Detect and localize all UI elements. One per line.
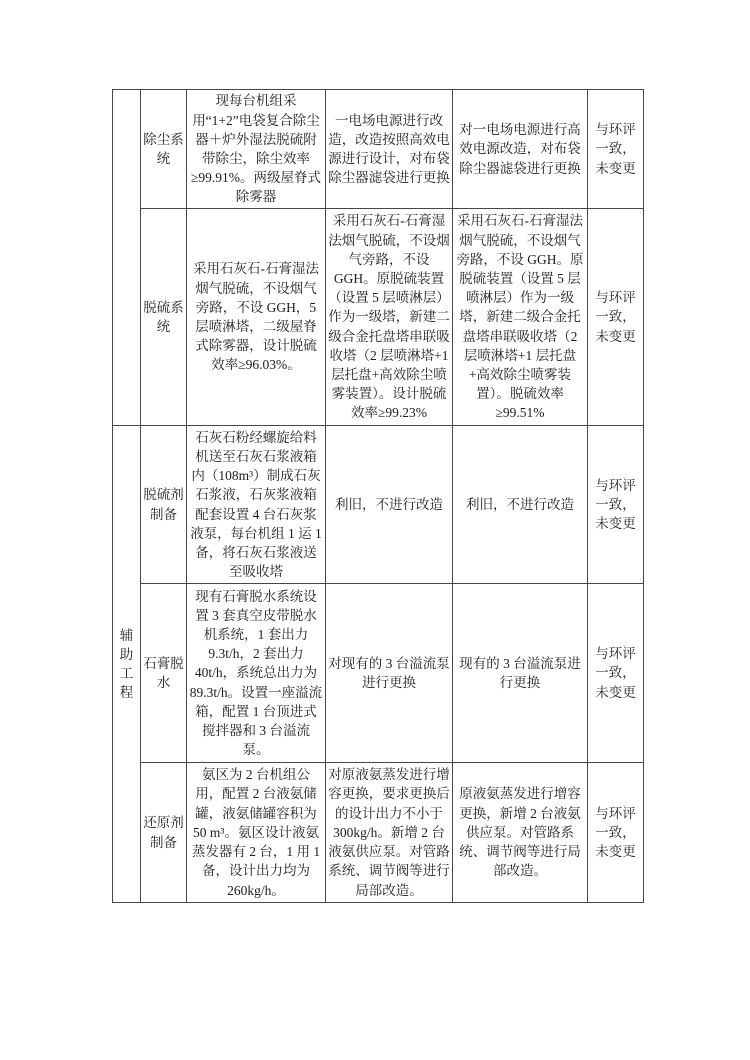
actual-construction-cell: 利旧，不进行改造	[453, 426, 588, 584]
table-row-desulfurization	[113, 209, 644, 426]
planned-change-cell: 采用石灰石-石膏湿法烟气脱硫，不设烟气旁路，不设 GGH。原脱硫装置（设置 5 层喷淋层）作为一级塔，新建二级合金托盘塔串联吸收塔（2 层喷淋塔+1 层托盘+高效除尘喷雾装置）。设计脱硫效率≥99.23%	[326, 209, 453, 426]
status-cell: 与环评一致，未变更	[588, 209, 644, 426]
actual-construction-cell: 现有的 3 台溢流泵进行更换	[453, 584, 588, 763]
original-design-cell: 现每台机组采用“1+2”电袋复合除尘器＋炉外湿法脱硫附带除尘，除尘效率≥99.91%。两级屋脊式除雾器	[187, 90, 326, 209]
planned-change-cell: 利旧，不进行改造	[326, 426, 453, 584]
original-design-cell: 氨区为 2 台机组公用，配置 2 台液氨储罐，液氨储罐容积为 50 m³。氨区设计液氨蒸发器有 2 台，1 用 1 备，设计出力均为 260kg/h。	[187, 763, 326, 903]
system-name-cell: 脱硫剂制备	[141, 426, 187, 584]
table-row-absorbent-preparation	[113, 426, 644, 584]
table-row-reductant-preparation	[113, 763, 644, 903]
facility-comparison-table	[112, 89, 644, 903]
original-design-cell: 采用石灰石-石膏湿法烟气脱硫，不设烟气旁路，不设 GGH，5 层喷淋塔，二级屋脊式除雾器，设计脱硫效率≥96.03%。	[187, 209, 326, 426]
status-cell: 与环评一致，未变更	[588, 426, 644, 584]
original-design-cell: 石灰石粉经螺旋给料机送至石灰石浆液箱内（108m³）制成石灰石浆液，石灰浆液箱配套设置 4 台石灰浆液泵，每台机组 1 运 1 备，将石灰石浆液送至吸收塔	[187, 426, 326, 584]
actual-construction-cell: 对一电场电源进行高效电源改造，对布袋除尘器滤袋进行更换	[453, 90, 588, 209]
system-name-cell: 脱硫系统	[141, 209, 187, 426]
actual-construction-cell: 原液氨蒸发进行增容更换，新增 2 台液氨供应泵。对管路系统、调节阀等进行局部改造。	[453, 763, 588, 903]
system-name-cell: 石膏脱水	[141, 584, 187, 763]
status-cell: 与环评一致，未变更	[588, 90, 644, 209]
table-row-dust-removal	[113, 90, 644, 209]
planned-change-cell: 对现有的 3 台溢流泵进行更换	[326, 584, 453, 763]
status-cell: 与环评一致，未变更	[588, 763, 644, 903]
category-cell-auxiliary-works: 辅助工程	[113, 426, 141, 903]
system-name-cell: 除尘系统	[141, 90, 187, 209]
category-cell-continued	[113, 90, 141, 426]
planned-change-cell: 一电场电源进行改造，改造按照高效电源进行设计，对布袋除尘器滤袋进行更换	[326, 90, 453, 209]
status-cell: 与环评一致，未变更	[588, 584, 644, 763]
planned-change-cell: 对原液氨蒸发进行增容更换，要求更换后的设计出力不小于 300kg/h。新增 2 台液氨供应泵。对管路系统、调节阀等进行局部改造。	[326, 763, 453, 903]
system-name-cell: 还原剂制备	[141, 763, 187, 903]
original-design-cell: 现有石膏脱水系统设置 3 套真空皮带脱水机系统，1 套出力 9.3t/h，2 套出力 40t/h，系统总出力为 89.3t/h。设置一座溢流箱，配置 1 台顶进式搅拌器和 3 台溢流泵。	[187, 584, 326, 763]
actual-construction-cell: 采用石灰石-石膏湿法烟气脱硫，不设烟气旁路，不设 GGH。原脱硫装置（设置 5 层喷淋层）作为一级塔，新建二级合金托盘塔串联吸收塔（2 层喷淋塔+1 层托盘+高效除尘喷雾装置）。脱硫效率≥99.51%	[453, 209, 588, 426]
table-row-gypsum-dewatering	[113, 584, 644, 763]
